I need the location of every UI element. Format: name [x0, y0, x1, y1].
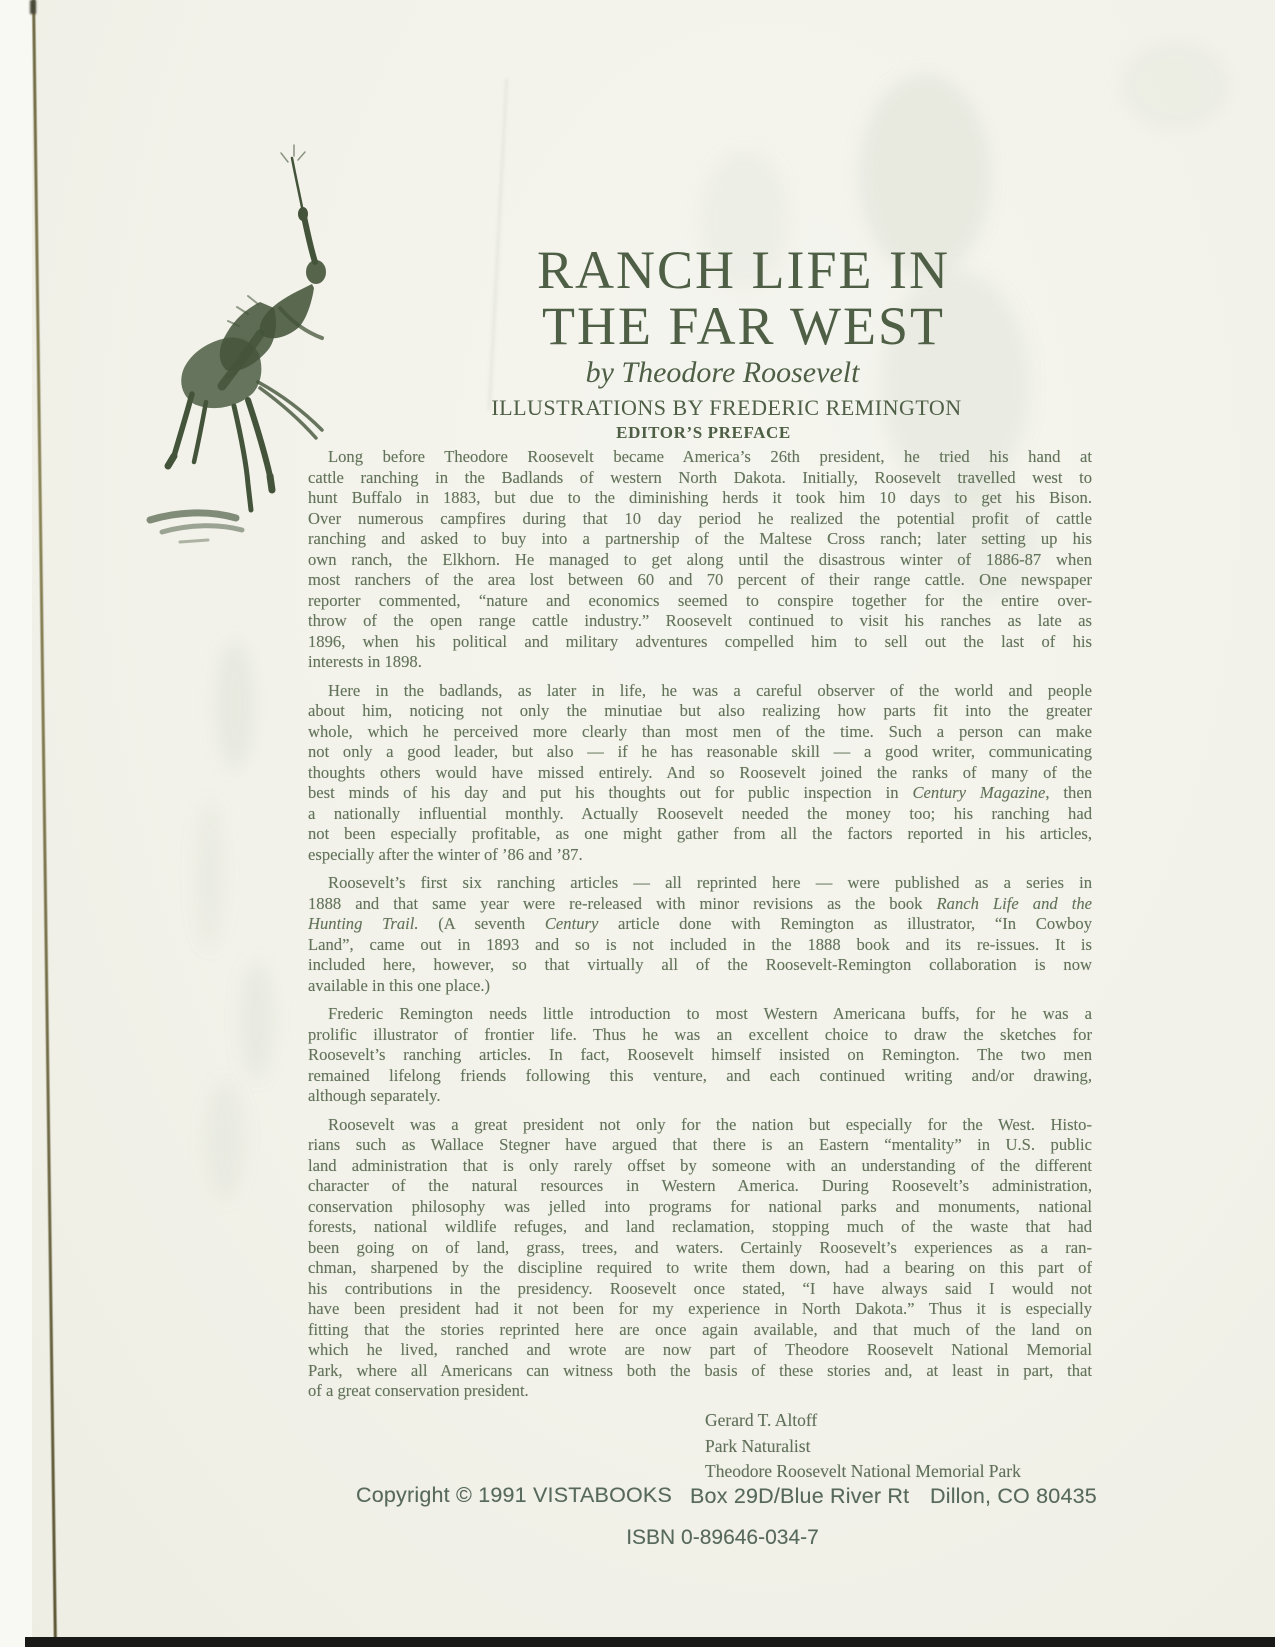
- preface-line: chman, sharpened by the discipline required to write them down, had a bearing on this part of: [308, 1258, 1092, 1277]
- preface-line: Land”, came out in 1893 and so is not included in the 1888 book and its re-issues. It is: [308, 934, 1092, 954]
- preface-line: Frederic Remington needs little introduction to most Western Americana buffs, for he was a: [328, 1004, 1092, 1023]
- preface-line: have been president had it not been for my experience in North Dakota.” Thus it is especially: [308, 1299, 1092, 1318]
- margin-show-through: [205, 1080, 245, 1200]
- preface-line: Roosevelt was a great president not only for the nation but especially for the West. Histo-: [328, 1114, 1092, 1134]
- preface-line: most ranchers of the area lost between 60 and 70 percent of their range cattle. One newspaper: [308, 570, 1092, 589]
- preface-paragraph: [308, 873, 1092, 996]
- preface-paragraph: [308, 681, 1092, 866]
- preface-line: whole, which he perceived more clearly than most men of the time. Such a person can make: [308, 721, 1092, 741]
- preface-line: not only a good leader, but also — if he has reasonable skill — a good writer, communicating: [308, 742, 1092, 761]
- preface-line: remained lifelong friends following this venture, and each continued writing and/or drawing,: [308, 1065, 1092, 1085]
- preface-line: of a great conservation president.: [308, 1381, 529, 1400]
- signature-name: Gerard T. Altoff: [705, 1410, 818, 1430]
- preface-line: although separately.: [308, 1086, 441, 1105]
- preface-line: land administration that is only rarely offset by someone with an understanding of the different: [308, 1155, 1092, 1175]
- preface-line: throw of the open range cattle industry.” Roosevelt continued to visit his ranches as late as: [308, 611, 1092, 630]
- show-through-ghost: [1120, 40, 1230, 130]
- preface-line: Long before Theodore Roosevelt became America’s 26th president, he tried his hand at: [328, 447, 1092, 466]
- illustrator-credit: ILLUSTRATIONS BY FREDERIC REMINGTON: [491, 395, 962, 420]
- preface-line: ranching and asked to buy into a partnership of the Maltese Cross ranch; later setting up his: [308, 529, 1092, 548]
- preface-line: fitting that the stories reprinted here are once again available, and that much of the land on: [308, 1319, 1092, 1339]
- publisher-address: Box 29D/Blue River Rt: [690, 1484, 910, 1508]
- preface-line: which he lived, ranched and wrote are now part of Theodore Roosevelt National Memorial: [308, 1340, 1092, 1359]
- preface-line: Roosevelt’s ranching articles. In fact, Roosevelt himself insisted on Remington. The two men: [308, 1045, 1092, 1064]
- section-heading: EDITOR’S PREFACE: [616, 423, 791, 442]
- signature-organization: Theodore Roosevelt National Memorial Park: [705, 1461, 1021, 1481]
- margin-show-through: [215, 640, 255, 770]
- preface-line: interests in 1898.: [308, 652, 422, 671]
- preface-line: included here, however, so that virtually all of the Roosevelt-Remington collaboration is now: [308, 955, 1092, 974]
- preface-line: forests, national wildlife refuges, and land reclamation, stopping much of the waste that had: [308, 1217, 1092, 1236]
- book-title-line1: RANCH LIFE IN: [537, 240, 950, 300]
- preface-line: prolific illustrator of frontier life. Thus he was an excellent choice to draw the sketches for: [308, 1024, 1092, 1044]
- margin-show-through: [195, 800, 225, 950]
- preface-line: not been especially profitable, as one might gather from all the factors reported in his articles,: [308, 824, 1092, 843]
- preface-line: thoughts others would have missed entirely. And so Roosevelt joined the ranks of many of the: [308, 762, 1092, 782]
- preface-line: hunt Buffalo in 1883, but due to the diminishing herds it took him 10 days to get his Bison.: [308, 488, 1092, 507]
- preface-line: Park, where all Americans can witness both the basis of these stories and, at least in part, that: [308, 1360, 1092, 1380]
- book-title-line2: THE FAR WEST: [541, 296, 945, 356]
- scan-bottom-black-edge: [25, 1637, 1275, 1647]
- preface-line: character of the natural resources in Western America. During Roosevelt’s administration,: [308, 1176, 1092, 1195]
- preface-line: his contributions in the presidency. Roosevelt once stated, “I have always said I would not: [308, 1278, 1092, 1298]
- preface-paragraph: [308, 1115, 1092, 1402]
- preface-line: 1888 and that same year were re-released with minor revisions as the book Ranch Life and the: [308, 893, 1092, 913]
- preface-line: reporter commented, “nature and economics seemed to conspire together for the entire over-: [308, 590, 1092, 610]
- signature-role: Park Naturalist: [705, 1435, 811, 1456]
- signature-block: [705, 1408, 1021, 1485]
- preface-line: best minds of his day and put his thoughts out for public inspection in Century Magazine, then: [308, 783, 1092, 802]
- preface-line: cattle ranching in the Badlands of western North Dakota. Initially, Roosevelt travelled west to: [308, 467, 1092, 487]
- preface-line: conservation philosophy was jelled into programs for national parks and monuments, national: [308, 1196, 1092, 1216]
- author-byline: by Theodore Roosevelt: [585, 356, 860, 389]
- preface-line: own ranch, the Elkhorn. He managed to get along until the disastrous winter of 1886-87 when: [308, 549, 1092, 569]
- preface-line: Here in the badlands, as later in life, he was a careful observer of the world and people: [328, 680, 1092, 700]
- title-block: [0, 242, 1275, 421]
- preface-line: rians such as Wallace Stegner have argued that there is an Eastern “mentality” in U.S. public: [308, 1135, 1092, 1154]
- margin-show-through: [240, 960, 274, 1080]
- preface-line: available in this one place.): [308, 975, 490, 995]
- preface-line: especially after the winter of ’86 and ’87.: [308, 844, 583, 864]
- preface-line: Roosevelt’s first six ranching articles — all reprinted here — were published as a series in: [328, 873, 1092, 892]
- preface-text: [308, 447, 1092, 1402]
- isbn: ISBN 0-89646-034-7: [626, 1526, 819, 1549]
- preface-paragraph: [308, 447, 1092, 673]
- copyright-notice: Copyright © 1991 VISTABOOKS: [356, 1483, 673, 1507]
- preface-line: 1896, when his political and military adventures compelled him to sell out the last of his: [308, 631, 1092, 651]
- preface-line: about him, noticing not only the minutiae but also realizing how parts fit into the greater: [308, 701, 1092, 720]
- preface-paragraph: [308, 1004, 1092, 1107]
- gutter-smudge: [30, 0, 36, 14]
- preface-line: Over numerous campfires during that 10 day period he realized the potential profit of cattle: [308, 508, 1092, 528]
- preface-line: a nationally influential monthly. Actually Roosevelt needed the money too; his ranching had: [308, 803, 1092, 823]
- publisher-city: Dillon, CO 80435: [930, 1484, 1097, 1508]
- preface-line: Hunting Trail. (A seventh Century article done with Remington as illustrator, “In Cowboy: [308, 914, 1092, 933]
- preface-line: been going on of land, grass, trees, and waters. Certainly Roosevelt’s experiences as a ran-: [308, 1237, 1092, 1257]
